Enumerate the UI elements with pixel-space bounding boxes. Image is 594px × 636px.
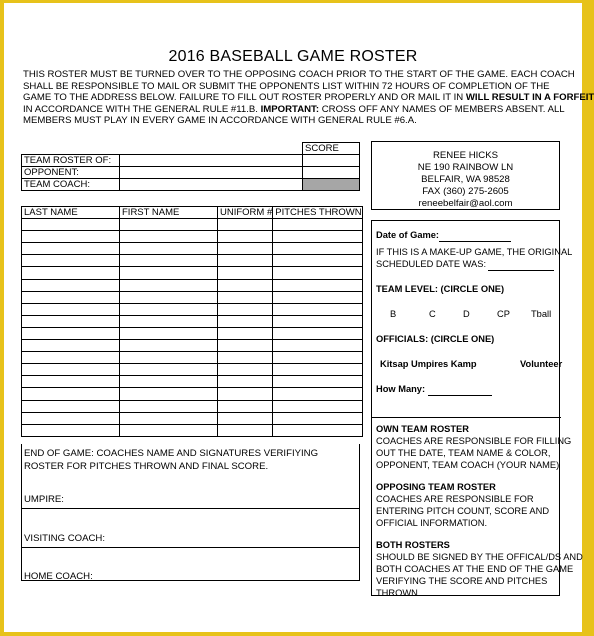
opposing-roster-text: COACHES ARE RESPONSIBLE FOR — [376, 494, 534, 504]
first-name-cell[interactable] — [120, 219, 218, 231]
roster-row — [22, 243, 363, 255]
important-label: IMPORTANT: — [260, 103, 320, 115]
officials-option-volunteer[interactable]: Volunteer — [520, 359, 563, 369]
last-name-cell[interactable] — [22, 364, 120, 376]
own-roster-text: OUT THE DATE, TEAM NAME & COLOR, — [376, 448, 551, 458]
makeup-line-2: SCHEDULED DATE WAS: — [376, 259, 554, 271]
level-option-c[interactable]: C — [429, 309, 436, 319]
level-option-b[interactable]: B — [390, 309, 397, 319]
pitches-cell[interactable] — [273, 400, 363, 412]
pitches-cell[interactable] — [273, 243, 363, 255]
pitches-cell[interactable] — [273, 315, 363, 327]
uniform-cell[interactable] — [218, 364, 273, 376]
uniform-cell[interactable] — [218, 267, 273, 279]
last-name-cell[interactable] — [22, 279, 120, 291]
first-name-cell[interactable] — [120, 388, 218, 400]
roster-row — [22, 267, 363, 279]
pitches-cell[interactable] — [273, 424, 363, 436]
uniform-cell[interactable] — [218, 219, 273, 231]
opponent-label: OPPONENT: — [22, 167, 120, 179]
signature-instructions: END OF GAME: COACHES NAME AND SIGNATURES VERIFIYING ROSTER FOR PITCHES THROWN AND FINAL SCORE. — [24, 448, 319, 472]
last-name-cell[interactable] — [22, 303, 120, 315]
pitches-cell[interactable] — [273, 303, 363, 315]
contact-city: BELFAIR, WA 98528 — [421, 174, 510, 185]
column-header-uniform: UNIFORM # — [218, 207, 273, 219]
last-name-cell[interactable] — [22, 340, 120, 352]
column-header-last-name: LAST NAME — [22, 207, 120, 219]
roster-row — [22, 388, 363, 400]
pitches-cell[interactable] — [273, 327, 363, 339]
score-header: SCORE — [303, 143, 360, 155]
column-header-first-name: FIRST NAME — [120, 207, 218, 219]
first-name-cell[interactable] — [120, 255, 218, 267]
officials-option-kitsap[interactable]: Kitsap Umpires Kamp — [380, 359, 477, 369]
visiting-coach-signature-line[interactable] — [22, 547, 359, 548]
uniform-cell[interactable] — [218, 279, 273, 291]
forfeit-warning: WILL RESULT IN A FORFEIT — [465, 92, 594, 104]
original-date-field[interactable] — [488, 260, 554, 271]
how-many-field[interactable] — [428, 385, 492, 396]
both-rosters-heading: BOTH ROSTERS — [376, 540, 450, 550]
uniform-cell[interactable] — [218, 291, 273, 303]
page-title: 2016 BASEBALL GAME ROSTER — [168, 48, 418, 65]
instructions — [23, 69, 594, 127]
roster-row — [22, 219, 363, 231]
uniform-cell[interactable] — [218, 412, 273, 424]
roster-row — [22, 291, 363, 303]
pitches-cell[interactable] — [273, 291, 363, 303]
first-name-cell[interactable] — [120, 424, 218, 436]
first-name-cell[interactable] — [120, 303, 218, 315]
level-option-d[interactable]: D — [463, 309, 470, 319]
last-name-cell[interactable] — [22, 255, 120, 267]
team-roster-of-label: TEAM ROSTER OF: — [22, 155, 120, 167]
pitches-cell[interactable] — [273, 267, 363, 279]
opposing-roster-text: ENTERING PITCH COUNT, SCORE AND — [376, 506, 550, 516]
own-roster-heading: OWN TEAM ROSTER — [376, 424, 469, 434]
first-name-cell[interactable] — [120, 279, 218, 291]
uniform-cell[interactable] — [218, 231, 273, 243]
both-rosters-text: VERIFYING THE SCORE AND PITCHES — [376, 576, 548, 586]
first-name-cell[interactable] — [120, 376, 218, 388]
first-name-cell[interactable] — [120, 352, 218, 364]
roster-row — [22, 424, 363, 436]
level-option-tball[interactable]: Tball — [531, 309, 552, 319]
last-name-cell[interactable] — [22, 291, 120, 303]
instruction-line: MEMBERS MUST PLAY IN EVERY GAME IN ACCORDANCE WITH GENERAL RULE #6.A. — [23, 115, 417, 127]
first-name-cell[interactable] — [120, 291, 218, 303]
last-name-cell[interactable] — [22, 315, 120, 327]
own-roster-text: OPPONENT, TEAM COACH (YOUR NAME) — [376, 460, 560, 470]
both-rosters-text: BOTH COACHES AT THE END OF THE GAME — [376, 564, 574, 574]
first-name-cell[interactable] — [120, 315, 218, 327]
last-name-cell[interactable] — [22, 327, 120, 339]
pitches-cell[interactable] — [273, 219, 363, 231]
team-roster-of-field[interactable] — [120, 155, 303, 167]
last-name-cell[interactable] — [22, 376, 120, 388]
uniform-cell[interactable] — [218, 400, 273, 412]
uniform-cell[interactable] — [218, 376, 273, 388]
opposing-roster-heading: OPPOSING TEAM ROSTER — [376, 482, 496, 492]
last-name-cell[interactable] — [22, 352, 120, 364]
first-name-cell[interactable] — [120, 412, 218, 424]
roster-row — [22, 231, 363, 243]
team-info-table — [21, 142, 360, 191]
pitches-cell[interactable] — [273, 388, 363, 400]
officials-label: OFFICIALS: (CIRCLE ONE) — [376, 334, 495, 344]
opponent-field[interactable] — [120, 167, 303, 179]
uniform-cell[interactable] — [218, 327, 273, 339]
date-of-game: Date of Game: — [376, 230, 511, 242]
how-many: How Many: — [376, 384, 492, 396]
umpire-signature-line[interactable] — [22, 508, 359, 509]
contact-name: RENEE HICKS — [432, 150, 499, 161]
opposing-roster-text: OFFICIAL INFORMATION. — [376, 518, 488, 528]
shaded-cell — [303, 179, 360, 191]
end-of-game-signatures — [21, 444, 360, 581]
team-coach-label: TEAM COACH: — [22, 179, 120, 191]
last-name-cell[interactable] — [22, 400, 120, 412]
visiting-coach-label: VISITING COACH: — [24, 533, 106, 544]
pitches-cell[interactable] — [273, 231, 363, 243]
roster-row — [22, 376, 363, 388]
both-rosters-text: THROWN. — [376, 588, 421, 598]
pitches-cell[interactable] — [273, 255, 363, 267]
contact-fax: FAX (360) 275-2605 — [422, 186, 509, 197]
divider — [372, 417, 561, 418]
opponent-score-field[interactable] — [303, 167, 360, 179]
first-name-cell[interactable] — [120, 231, 218, 243]
instruction-line: THIS ROSTER MUST BE TURNED OVER TO THE OPPOSING COACH PRIOR TO THE START OF THE GAME. EACH COACH — [23, 69, 575, 80]
umpire-label: UMPIRE: — [24, 494, 64, 505]
date-field[interactable] — [439, 231, 511, 242]
team-coach-field[interactable] — [120, 179, 303, 191]
first-name-cell[interactable] — [120, 340, 218, 352]
roster-row — [22, 279, 363, 291]
uniform-cell[interactable] — [218, 303, 273, 315]
uniform-cell[interactable] — [218, 255, 273, 267]
instruction-line: SHALL BE RESPONSIBLE TO MAIL OR SUBMIT THE OPPONENTS LIST WITHIN 72 HOURS OF COMPLETION OF THE — [23, 80, 550, 92]
last-name-cell[interactable] — [22, 388, 120, 400]
game-details-box — [371, 220, 583, 598]
pitches-cell[interactable] — [273, 352, 363, 364]
instruction-line: GAME TO THE ADDRESS BELOW. FAILURE TO FILL OUT ROSTER PROPERLY AND OR MAIL IT IN WILL RESULT IN A FORFEIT — [23, 92, 594, 104]
contact-street: NE 190 RAINBOW LN — [417, 162, 514, 173]
both-rosters-text: SHOULD BE SIGNED BY THE OFFICAL/DS AND — [376, 552, 583, 562]
makeup-line-1: IF THIS IS A MAKE-UP GAME, THE ORIGINAL — [376, 247, 573, 257]
last-name-cell[interactable] — [22, 243, 120, 255]
roster-page — [4, 3, 594, 632]
level-option-cp[interactable]: CP — [497, 309, 510, 319]
first-name-cell[interactable] — [120, 267, 218, 279]
roster-row — [22, 315, 363, 327]
column-header-pitches: PITCHES THROWN — [273, 207, 363, 219]
roster-row — [22, 364, 363, 376]
uniform-cell[interactable] — [218, 315, 273, 327]
roster-row — [22, 400, 363, 412]
roster-row — [22, 352, 363, 364]
own-roster-text: COACHES ARE RESPONSIBLE FOR FILLING — [376, 436, 572, 446]
first-name-cell[interactable] — [120, 327, 218, 339]
home-coach-label: HOME COACH: — [24, 571, 93, 582]
roster-row — [22, 303, 363, 315]
uniform-cell[interactable] — [218, 352, 273, 364]
first-name-cell[interactable] — [120, 364, 218, 376]
roster-row — [22, 255, 363, 267]
uniform-cell[interactable] — [218, 243, 273, 255]
instruction-line: IN ACCORDANCE WITH THE GENERAL RULE #11.B. IMPORTANT: CROSS OFF ANY NAMES OF MEMBERS ABSENT. ALL — [23, 103, 565, 115]
pitches-cell[interactable] — [273, 364, 363, 376]
uniform-cell[interactable] — [218, 424, 273, 436]
mailing-address-box — [371, 141, 560, 210]
uniform-cell[interactable] — [218, 340, 273, 352]
roster-row — [22, 340, 363, 352]
first-name-cell[interactable] — [120, 400, 218, 412]
pitches-cell[interactable] — [273, 340, 363, 352]
roster-table — [21, 206, 363, 437]
roster-row — [22, 412, 363, 424]
pitches-cell[interactable] — [273, 376, 363, 388]
last-name-cell[interactable] — [22, 219, 120, 231]
last-name-cell[interactable] — [22, 267, 120, 279]
contact-email: reneebelfair@aol.com — [418, 198, 513, 209]
first-name-cell[interactable] — [120, 243, 218, 255]
uniform-cell[interactable] — [218, 388, 273, 400]
team-score-field[interactable] — [303, 155, 360, 167]
pitches-cell[interactable] — [273, 279, 363, 291]
pitches-cell[interactable] — [273, 412, 363, 424]
last-name-cell[interactable] — [22, 424, 120, 436]
roster-row — [22, 327, 363, 339]
last-name-cell[interactable] — [22, 231, 120, 243]
roster-header-row — [22, 207, 363, 219]
last-name-cell[interactable] — [22, 412, 120, 424]
team-level-label: TEAM LEVEL: (CIRCLE ONE) — [376, 284, 505, 294]
